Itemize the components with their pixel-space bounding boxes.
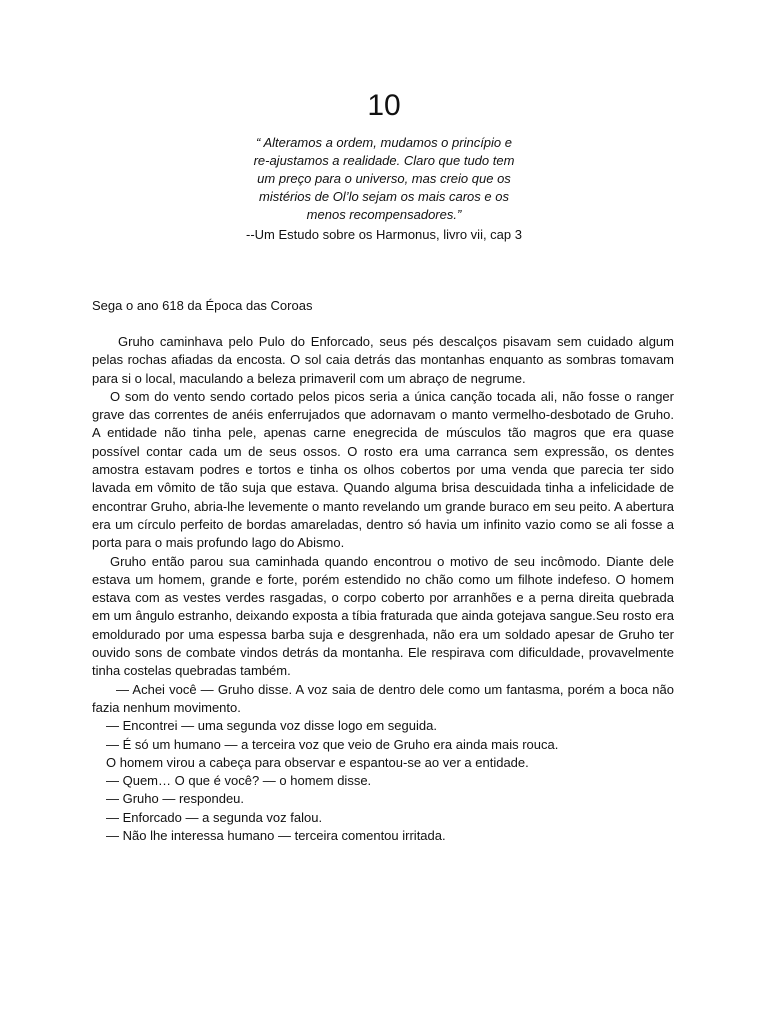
paragraph: Gruho caminhava pelo Pulo do Enforcado, seus pés descalços pisavam sem cuidado algum pelas rochas afiadas da encosta. O sol caia detrás das montanhas enquanto as sombras tomavam para si o local, maculando a beleza primaveril com um abraço de negrume. [92, 334, 674, 386]
dateline: Sega o ano 618 da Época das Coroas [92, 298, 313, 313]
dialogue-line: — Enforcado — a segunda voz falou. [106, 809, 323, 825]
epigraph-line: um preço para o universo, mas creio que os [257, 171, 511, 186]
epigraph-attribution: --Um Estudo sobre os Harmonus, livro vii, cap 3 [246, 227, 522, 242]
epigraph-line: mistérios de Ol’lo sejam os mais caros e os [259, 189, 509, 204]
paragraph: Gruho então parou sua caminhada quando encontrou o motivo de seu incômodo. Diante dele estava um homem, grande e forte, porém estendido no chão como um filhote indefeso. O homem estava com as vestes verdes rasgadas, o corpo coberto por arranhões e a perna direita quebrada em um ângulo estranho, deixando exposta a tíbia fraturada que ainda gotejava sangue.Seu rosto era emoldurado por uma espessa barba suja e desgrenhada, não era um soldado apesar de Gruho ter ouvido sons de combate vindos detrás da montanha. Ele respirava com dificuldade, provavelmente tinha costelas quebradas também. [92, 553, 674, 679]
dialogue-line: — Encontrei — uma segunda voz disse logo em seguida. [106, 718, 437, 734]
dialogue-line: — Achei você — Gruho disse. A voz saia de dentro dele como um fantasma, porém a boca não fazia nenhum movimento. [92, 681, 674, 715]
chapter-number: 10 [367, 89, 401, 122]
dialogue-line: — Gruho — respondeu. [106, 791, 245, 807]
dialogue-line: — Quem… O que é você? — o homem disse. [106, 773, 372, 789]
epigraph-line: re-ajustamos a realidade. Claro que tudo tem [253, 153, 515, 168]
chapter-body [92, 333, 674, 845]
epigraph-line: “ Alteramos a ordem, mudamos o princípio e [255, 135, 512, 150]
epigraph-quote [0, 134, 768, 224]
paragraph: O som do vento sendo cortado pelos picos seria a única canção tocada ali, não fosse o ranger grave das correntes de anéis enferrujados que adornavam o manto vermelho-desbotado de Gruho. A entidade não tinha pele, apenas carne enegrecida de músculos tão magros que era quase possível contar cada um de seus ossos. O rosto era uma carranca sem expressão, os dentes amostra estavam podres e tortos e tinha os olhos cobertos por uma venda que parecia ter sido lavada em vômito de tão suja que estava. Quando alguma brisa descuidada tinha a infelicidade de encontrar Gruho, abria-lhe levemente o manto revelando um grande buraco em seu peito. A abertura era um círculo perfeito de bordas amareladas, dentro só havia um infinito vazio como se ali fosse a porta para o mais profundo lago do Abismo. [92, 388, 674, 551]
dialogue-line: — Não lhe interessa humano — terceira comentou irritada. [106, 828, 446, 844]
epigraph-line: menos recompensadores.” [306, 207, 462, 222]
dialogue-line: — É só um humano — a terceira voz que veio de Gruho era ainda mais rouca. [106, 736, 559, 752]
paragraph: O homem virou a cabeça para observar e espantou-se ao ver a entidade. [106, 754, 529, 770]
